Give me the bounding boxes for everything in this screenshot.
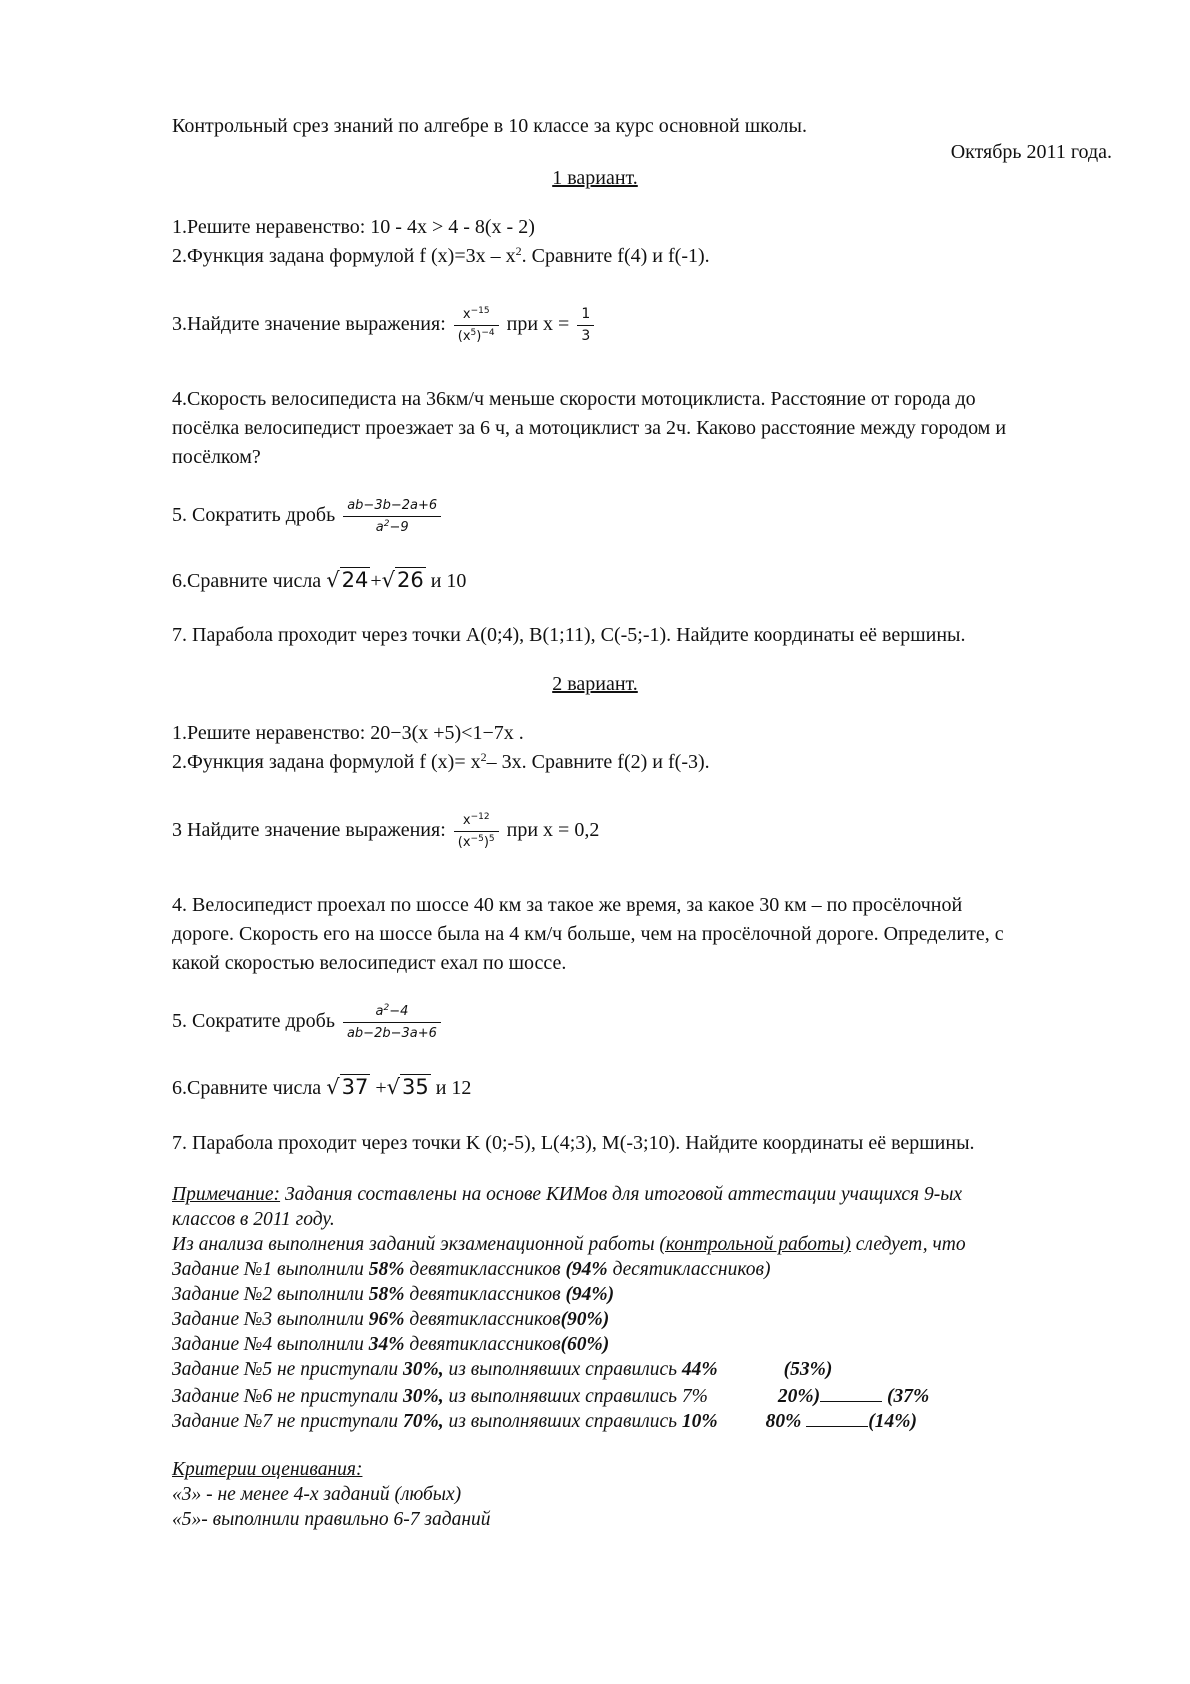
v1-task-7: 7. Парабола проходит через точки A(0;4), B(1;11), C(-5;-1). Найдите координаты её вершины. — [172, 624, 966, 646]
frac-num-exp: 2 — [383, 1002, 390, 1013]
v2-task-2 — [172, 750, 710, 774]
frac-numerator: ab−3b−2a+6 — [343, 498, 441, 517]
frac-den-base: a — [375, 519, 384, 535]
result-label: Задание №6 не приступали — [172, 1386, 403, 1407]
v1-task-1: 1.Решите неравенство: 10 - 4x > 4 - 8(x - 2) — [172, 216, 535, 238]
result-percent-10: (53%) — [783, 1359, 833, 1380]
v2-task-2-text: 2.Функция задана формулой f (x)= x — [172, 751, 481, 773]
result-percent-10: 80% — [765, 1411, 802, 1432]
result-percent: 70%, — [402, 1411, 444, 1432]
v1-task-6-radicand-2: 26 — [396, 568, 424, 592]
note-label: Примечание: — [172, 1184, 281, 1205]
result-text: из выполнявших справились — [443, 1411, 682, 1432]
v1-task-4-line-3: посёлком? — [172, 446, 261, 468]
frac-den-inner-exp: −5 — [470, 833, 484, 844]
v2-task-3 — [172, 797, 599, 863]
result-percent: 30%, — [402, 1386, 444, 1407]
sqrt-icon: √ — [381, 568, 395, 592]
result-row-3 — [172, 1308, 609, 1332]
note-text: Задания составлены на основе КИМов для итоговой аттестации учащихся 9-ых — [280, 1184, 963, 1205]
v1-task-2-exponent: 2 — [515, 244, 522, 258]
v2-task-5 — [172, 998, 444, 1044]
frac-den-rest: −9 — [389, 519, 409, 535]
note-line-2: классов в 2011 году. — [172, 1209, 335, 1230]
result-text-end: десятиклассников) — [607, 1259, 771, 1280]
result-percent-success-10: (14%) — [868, 1411, 917, 1432]
note-text-end: следует, что — [850, 1234, 966, 1255]
frac-num-exp: −15 — [470, 305, 490, 316]
criteria-grade-5: «5»- выполнили правильно 6-7 заданий — [172, 1509, 491, 1530]
result-percent: 58% — [368, 1284, 405, 1305]
v1-task-2 — [172, 244, 710, 268]
result-row-2 — [172, 1283, 614, 1307]
v1-task-2-text: 2.Функция задана формулой f (x)=3x – x — [172, 245, 516, 267]
plus-sign: + — [375, 1077, 387, 1099]
v1-task-6 — [172, 568, 466, 593]
criteria-grade-3: «3» - не менее 4-х заданий (любых) — [172, 1484, 462, 1505]
result-text: девятиклассников — [404, 1284, 566, 1305]
criteria-title: Критерии оценивания: — [172, 1459, 363, 1480]
result-percent-10: (94% — [565, 1259, 608, 1280]
result-label: Задание №7 не приступали — [172, 1411, 403, 1432]
document-date: Октябрь 2011 года. — [950, 141, 1112, 163]
frac-num-base: a — [375, 1003, 384, 1019]
sqrt-icon: √ — [386, 1075, 400, 1099]
frac-num-base: x — [462, 306, 471, 322]
v2-task-7: 7. Парабола проходит через точки K (0;-5), L(4;3), M(-3;10). Найдите координаты её вершины. — [172, 1132, 975, 1154]
result-label: Задание №1 выполнили — [172, 1259, 369, 1280]
v2-task-1: 1.Решите неравенство: 20−3(x +5)<1−7x . — [172, 722, 524, 744]
v2-task-6-text-end: и 12 — [435, 1077, 472, 1099]
x-frac-den: 3 — [581, 327, 591, 344]
frac-den-exp: 2 — [383, 518, 390, 529]
v1-task-6-radicand-1: 24 — [341, 568, 369, 592]
frac-den-base: (x — [457, 834, 471, 850]
v1-task-3-text: 3.Найдите значение выражения: — [172, 313, 446, 335]
frac-den-exp: −4 — [481, 327, 495, 338]
v2-task-6-radicand-1: 37 — [341, 1075, 369, 1099]
result-percent: 58% — [368, 1259, 405, 1280]
result-percent-success: 10% — [681, 1411, 718, 1432]
v1-task-6-text-end: и 10 — [430, 570, 467, 592]
v1-task-5 — [172, 492, 444, 538]
blank-line — [820, 1383, 882, 1402]
v2-task-4-line-2: дороге. Скорость его на шоссе была на 4 км/ч больше, чем на просёлочной дороге. Определите, с — [172, 923, 1004, 945]
note-line-3 — [172, 1233, 966, 1257]
v1-task-6-text: 6.Сравните числа — [172, 570, 322, 592]
sqrt-icon: √ — [326, 1075, 340, 1099]
v1-task-4-line-2: посёлка велосипедист проезжает за 6 ч, а мотоциклист за 2ч. Каково расстояние между городом и — [172, 417, 1007, 439]
v2-task-3-text: 3 Найдите значение выражения: — [172, 819, 446, 841]
result-label: Задание №3 выполнили — [172, 1309, 369, 1330]
frac-num-base: x — [462, 812, 471, 828]
v2-task-6-radicand-2: 35 — [401, 1075, 429, 1099]
frac-num-exp: −12 — [470, 811, 490, 822]
result-percent-success-10: (37% — [887, 1386, 930, 1407]
blank-line — [806, 1408, 868, 1427]
result-label: Задание №5 не приступали — [172, 1359, 403, 1380]
sqrt-icon: √ — [326, 568, 340, 592]
result-percent-10: (60%) — [560, 1334, 610, 1355]
result-label: Задание №4 выполнили — [172, 1334, 369, 1355]
v2-task-2-text-end: – 3x. Сравните f(2) и f(-3). — [486, 751, 710, 773]
v1-task-5-fraction — [343, 498, 441, 535]
document-title: Контрольный срез знаний по алгебре в 10 классе за курс основной школы. — [172, 115, 807, 137]
frac-den-base: (x — [457, 328, 471, 344]
result-row-7 — [172, 1408, 917, 1434]
plus-sign: + — [370, 570, 382, 592]
variant-1-heading: 1 вариант. — [552, 167, 638, 189]
frac-den-close: ) — [476, 328, 482, 344]
v1-task-4-line-1: 4.Скорость велосипедиста на 36км/ч меньше скорости мотоциклиста. Расстояние от города до — [172, 388, 976, 410]
result-percent: 96% — [368, 1309, 405, 1330]
frac-den-inner-exp: 5 — [470, 327, 477, 338]
x-frac-num: 1 — [577, 307, 594, 326]
note-text: Из анализа выполнения заданий экзаменационной работы — [172, 1234, 660, 1255]
result-percent-10: (94%) — [565, 1284, 615, 1305]
result-text: из выполнявших справились 7% — [443, 1386, 708, 1407]
result-row-5 — [172, 1358, 832, 1382]
frac-denominator: ab−2b−3a+6 — [346, 1025, 437, 1041]
note-underlined: (контрольной работы) — [659, 1234, 851, 1255]
result-text: девятиклассников — [404, 1309, 561, 1330]
result-percent: 30%, — [402, 1359, 444, 1380]
variant-2-heading: 2 вариант. — [552, 673, 638, 695]
result-text: девятиклассников — [404, 1334, 561, 1355]
result-text: из выполнявших справились — [443, 1359, 682, 1380]
result-text: девятиклассников — [404, 1259, 566, 1280]
v1-task-3-mid: при x = — [506, 313, 570, 335]
v2-task-6-text: 6.Сравните числа — [172, 1077, 322, 1099]
v2-task-3-fraction — [454, 813, 499, 850]
result-row-6 — [172, 1383, 929, 1409]
v2-task-4-line-1: 4. Велосипедист проехал по шоссе 40 км за такое же время, за какое 30 км – по просёлочной — [172, 894, 963, 916]
result-percent: 34% — [368, 1334, 405, 1355]
v2-task-5-text: 5. Сократите дробь — [172, 1010, 335, 1032]
v2-task-2-exponent: 2 — [480, 750, 487, 764]
v2-task-4-line-3: какой скоростью велосипедист ехал по шоссе. — [172, 952, 567, 974]
result-percent-success: 44% — [681, 1359, 718, 1380]
frac-den-exp: 5 — [488, 833, 495, 844]
frac-den-close: ) — [483, 834, 489, 850]
v1-task-5-text: 5. Сократить дробь — [172, 504, 336, 526]
result-percent-10: (90%) — [560, 1309, 610, 1330]
note-line-1 — [172, 1183, 962, 1207]
v1-task-3-x-fraction — [577, 307, 594, 344]
v1-task-2-text-end: . Сравните f(4) и f(-1). — [521, 245, 710, 267]
result-row-1 — [172, 1258, 770, 1282]
v1-task-3-fraction — [454, 307, 499, 344]
v2-task-6 — [172, 1075, 471, 1100]
result-percent-10: 20%) — [777, 1386, 821, 1407]
result-label: Задание №2 выполнили — [172, 1284, 369, 1305]
frac-num-rest: −4 — [389, 1003, 409, 1019]
result-row-4 — [172, 1333, 609, 1357]
v2-task-3-text-end: при x = 0,2 — [506, 819, 600, 841]
v2-task-5-fraction — [343, 1004, 441, 1041]
v1-task-3 — [172, 291, 597, 357]
